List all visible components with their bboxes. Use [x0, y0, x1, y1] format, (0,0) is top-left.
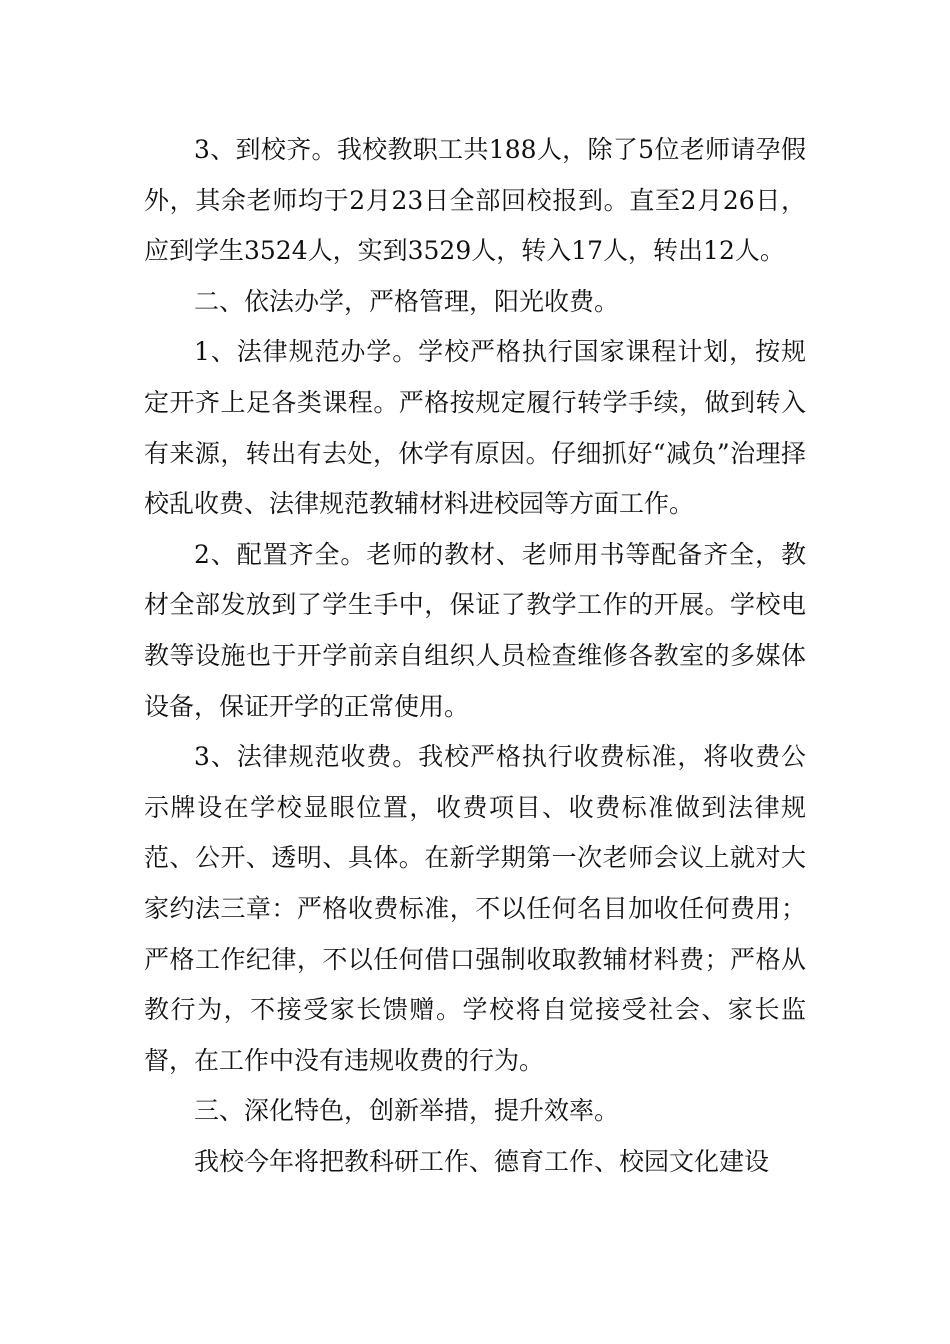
paragraph-fees: 3、法律规范收费。我校严格执行收费标准，将收费公示牌设在学校显眼位置，收费项目、收费标准做到法律规范、公开、透明、具体。在新学期第一次老师会议上就对大家约法三章：严格收费标准，不以任何名目加收任何费用；严格工作纪律，不以任何借口强制收取教辅材料费；严格从教行为，不接受家长馈赠。学校将自觉接受社会、家长监督，在工作中没有违规收费的行为。 — [144, 742, 806, 1075]
section-heading-3: 三、深化特色，创新举措，提升效率。 — [194, 1096, 620, 1126]
paragraph-arrival: 3、到校齐。我校教职工共188人，除了5位老师请孕假外，其余老师均于2月23日全部回校报到。直至2月26日，应到学生3524人，实到3529人，转入17人，转出12人。 — [144, 135, 806, 266]
paragraph-legal-schooling: 1、法律规范办学。学校严格执行国家课程计划，按规定开齐上足各类课程。严格按规定履行转学手续，做到转入有来源，转出有去处，休学有原因。仔细抓好“减负”治理择校乱收费、法律规范教辅材料进校园等方面工作。 — [144, 337, 806, 519]
paragraph-plan: 我校今年将把教科研工作、德育工作、校园文化建设 — [194, 1146, 770, 1176]
section-heading-2: 二、依法办学，严格管理，阳光收费。 — [194, 286, 620, 316]
document-body — [144, 125, 806, 1187]
paragraph-equipment: 2、配置齐全。老师的教材、老师用书等配备齐全，教材全部发放到了学生手中，保证了教学工作的开展。学校电教等设施也于开学前亲自组织人员检查维修各教室的多媒体设备，保证开学的正常使用。 — [144, 539, 806, 721]
